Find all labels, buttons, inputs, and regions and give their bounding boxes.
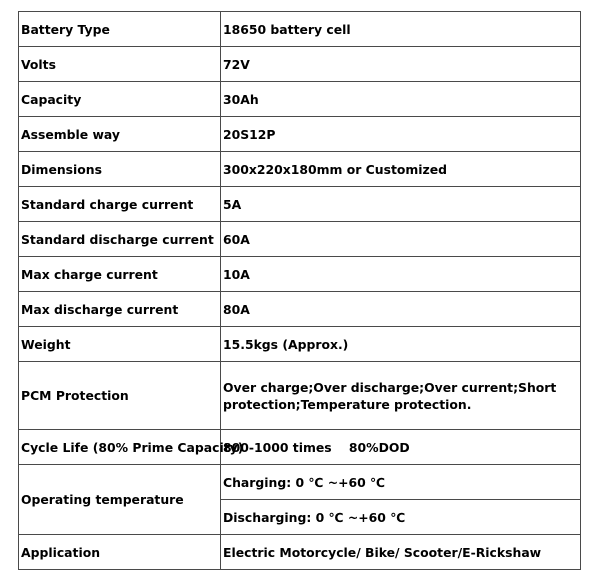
spec-value: 18650 battery cell (221, 12, 581, 47)
spec-value: 60A (221, 222, 581, 257)
spec-row-battery-type (19, 12, 581, 47)
spec-row-dimensions (19, 152, 581, 187)
spec-row-operating-temperature (19, 465, 581, 500)
spec-value: 300x220x180mm or Customized (221, 152, 581, 187)
pcm-value-line-1: Over charge;Over discharge;Over current;Short (223, 379, 557, 395)
spec-row-standard-charge-current (19, 187, 581, 222)
spec-value: 15.5kgs (Approx.) (221, 327, 581, 362)
spec-row-standard-discharge-current (19, 222, 581, 257)
spec-label: Standard discharge current (19, 222, 221, 257)
spec-row-assemble-way (19, 117, 581, 152)
spec-label: Dimensions (19, 152, 221, 187)
spec-value (221, 362, 581, 430)
spec-value-charging: Charging: 0 ℃ ~+60 ℃ (221, 465, 581, 500)
spec-label: Volts (19, 47, 221, 82)
spec-label: Standard charge current (19, 187, 221, 222)
spec-label: Weight (19, 327, 221, 362)
spec-value: 20S12P (221, 117, 581, 152)
spec-label: PCM Protection (19, 362, 221, 430)
spec-label: Application (19, 535, 221, 570)
spec-row-weight (19, 327, 581, 362)
battery-spec-table (18, 11, 581, 570)
spec-value: 800-1000 times 80%DOD (221, 430, 581, 465)
pcm-value-line-2: protection;Temperature protection. (223, 396, 472, 412)
spec-row-capacity (19, 82, 581, 117)
spec-value: 10A (221, 257, 581, 292)
spec-label: Battery Type (19, 12, 221, 47)
spec-value: 30Ah (221, 82, 581, 117)
spec-value: 72V (221, 47, 581, 82)
spec-row-max-discharge-current (19, 292, 581, 327)
spec-label: Capacity (19, 82, 221, 117)
spec-value: 80A (221, 292, 581, 327)
spec-label: Cycle Life (80% Prime Capacity) (19, 430, 221, 465)
spec-row-application (19, 535, 581, 570)
spec-value: 5A (221, 187, 581, 222)
spec-label: Assemble way (19, 117, 221, 152)
spec-label: Max discharge current (19, 292, 221, 327)
spec-label: Operating temperature (19, 465, 221, 535)
spec-row-max-charge-current (19, 257, 581, 292)
spec-value-discharging: Discharging: 0 ℃ ~+60 ℃ (221, 500, 581, 535)
spec-row-volts (19, 47, 581, 82)
spec-row-pcm-protection (19, 362, 581, 430)
spec-value: Electric Motorcycle/ Bike/ Scooter/E-Rickshaw (221, 535, 581, 570)
spec-row-cycle-life (19, 430, 581, 465)
spec-label: Max charge current (19, 257, 221, 292)
